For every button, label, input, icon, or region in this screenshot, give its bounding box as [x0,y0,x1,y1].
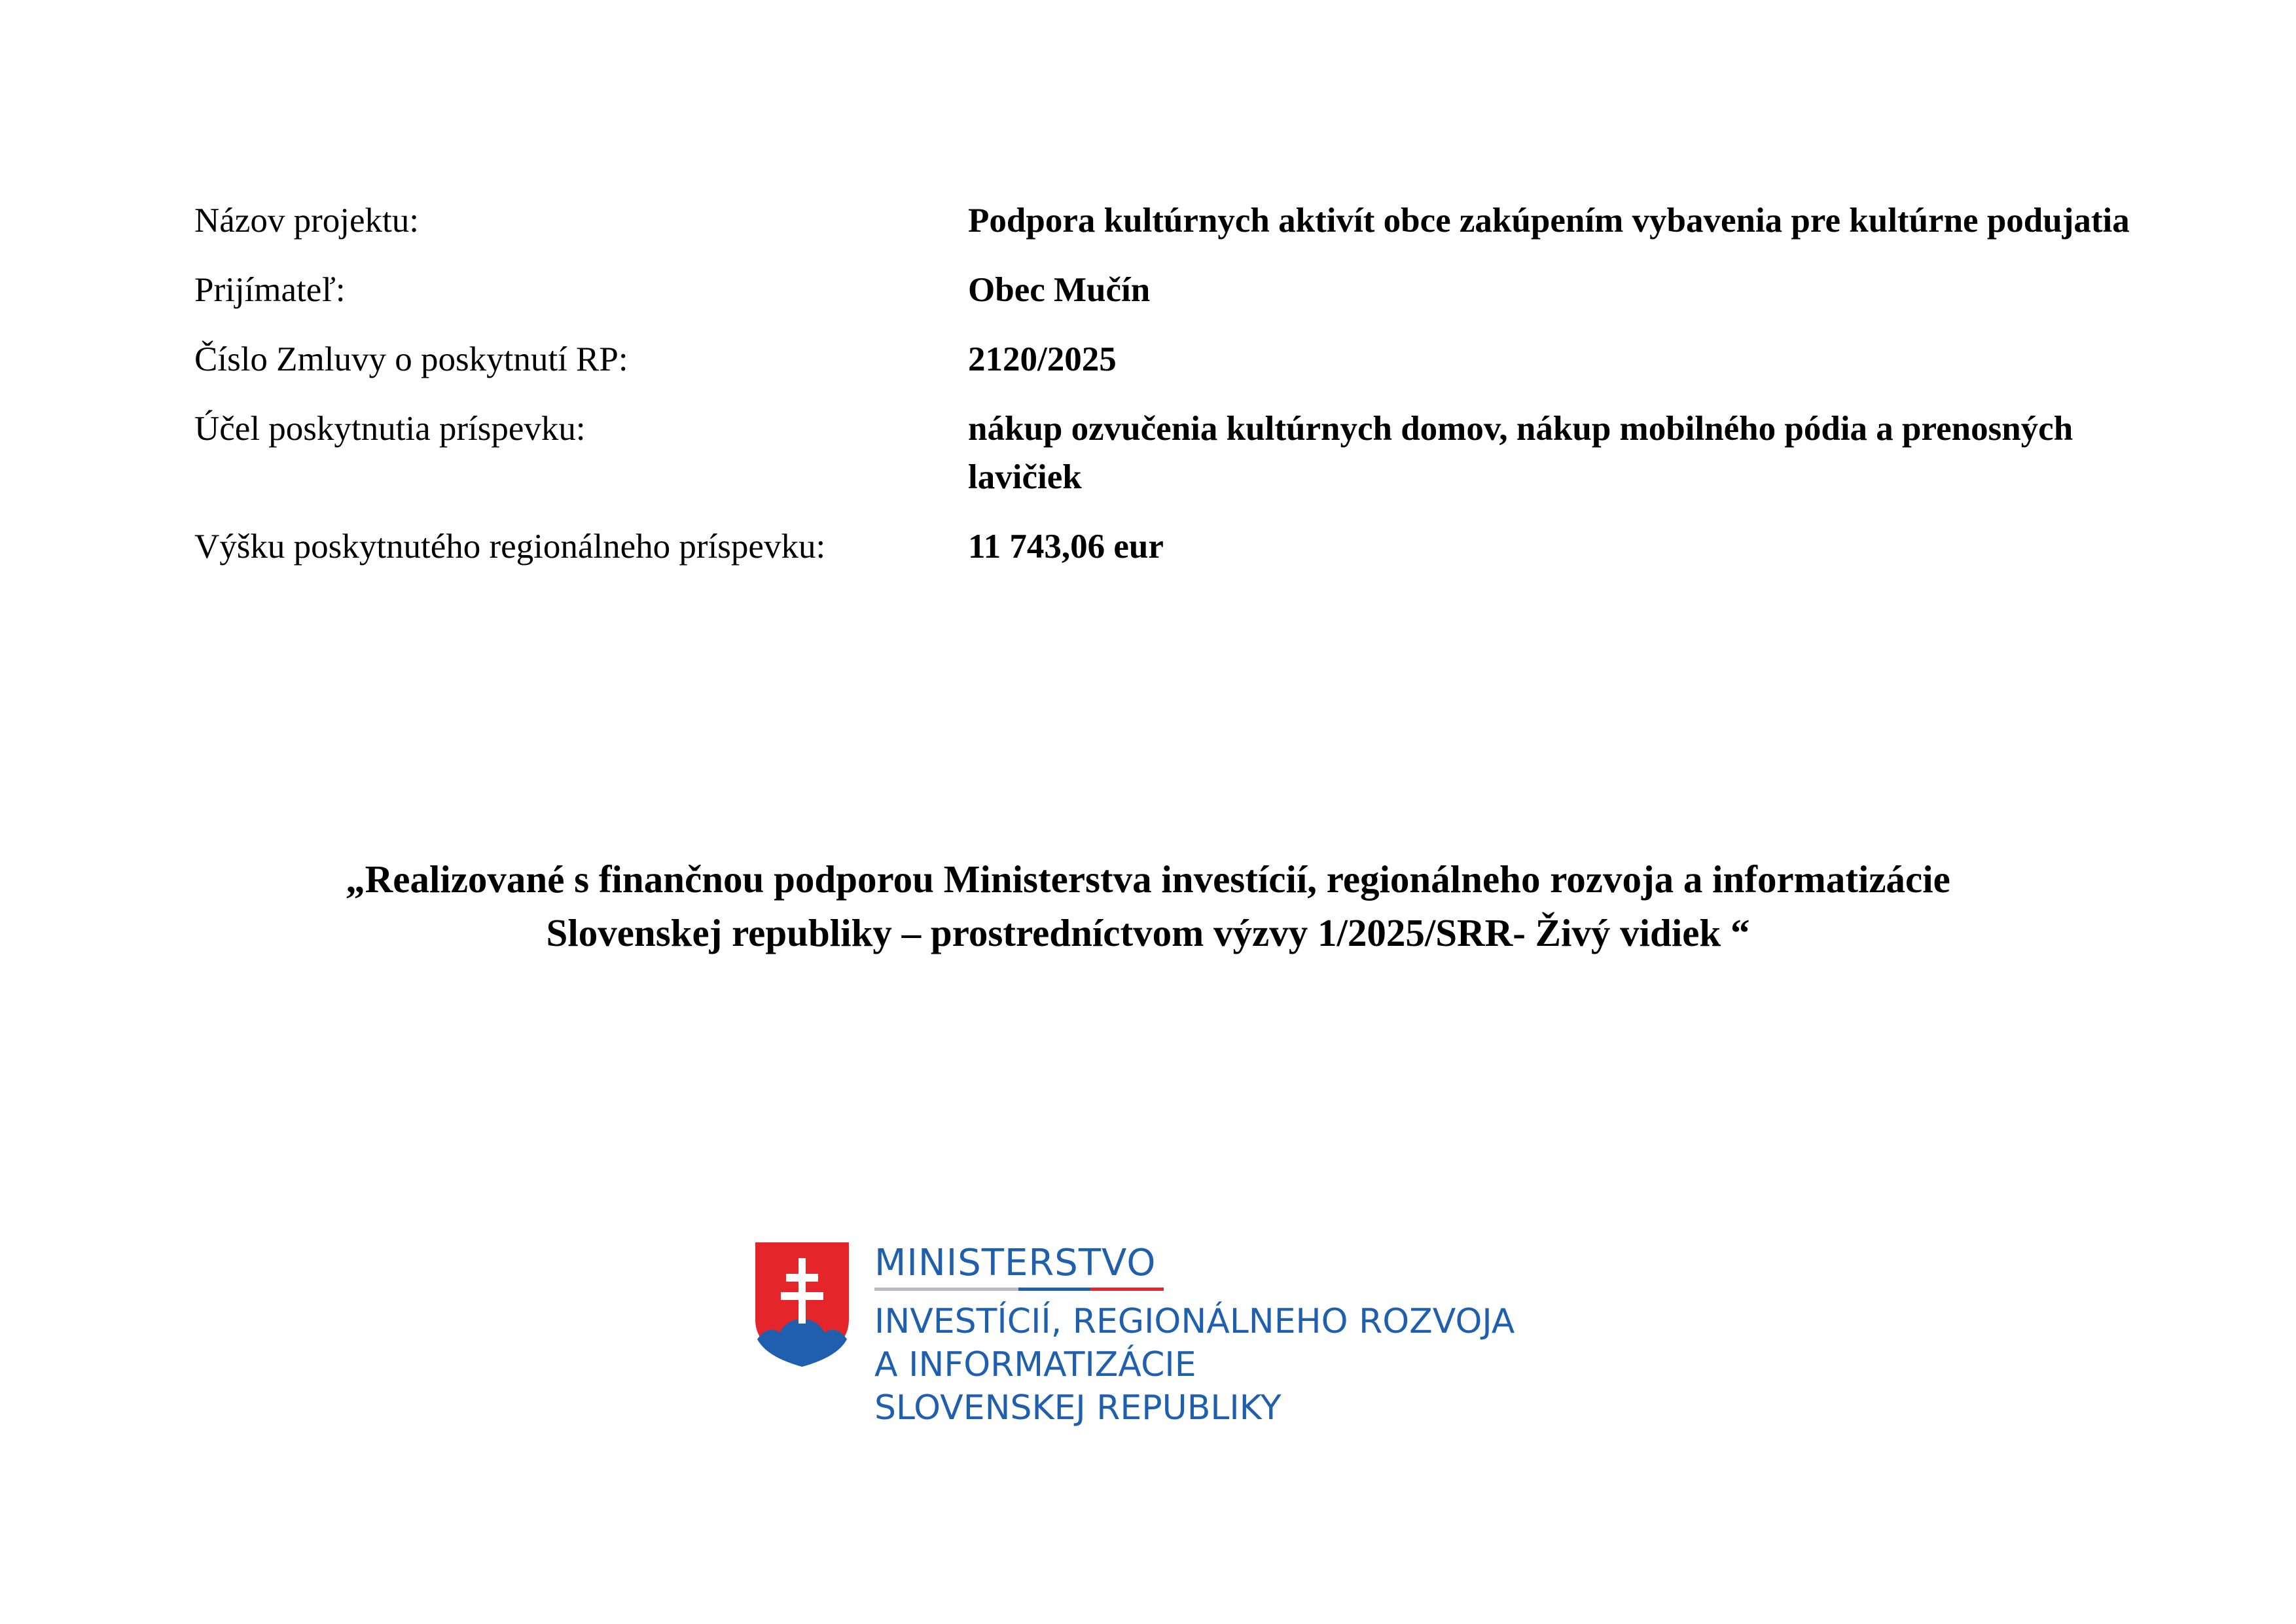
ministry-title: MINISTERSTVO [874,1242,1157,1284]
info-value: Obec Mučín [968,271,1151,309]
info-row-project-name [194,196,2132,245]
slovak-coat-of-arms-icon [755,1242,849,1367]
rule-blue-segment [1018,1288,1090,1291]
info-label: Účel poskytnutia príspevku: [194,410,586,448]
info-value: 2120/2025 [968,340,1117,378]
info-value: nákup ozvučenia kultúrnych domov, nákup mobilného pódia a prenosných lavičiek [968,410,2073,496]
info-label: Číslo Zmluvy o poskytnutí RP: [194,340,628,378]
ministry-logo [755,1242,1567,1439]
ministry-title-rule [874,1288,1164,1291]
info-value: 11 743,06 eur [968,528,1164,566]
info-row-amount [194,522,2132,571]
project-info-table [194,196,2132,592]
ministry-name [874,1242,1515,1430]
ministry-name-line-3: SLOVENSKEJ REPUBLIKY [874,1388,1282,1428]
rule-red-segment [1090,1288,1164,1291]
info-row-purpose [194,405,2132,501]
info-label: Výšku poskytnutého regionálneho príspevku: [194,528,826,566]
funding-statement [164,852,2132,960]
funding-statement-line-2: Slovenskej republiky – prostredníctvom výzvy 1/2025/SRR- Živý vidiek “ [546,911,1750,954]
info-label: Názov projektu: [194,202,419,240]
funding-statement-line-1: „Realizované s finančnou podporou Ministerstva investícií, regionálneho rozvoja a informatizácie [346,857,1950,901]
info-row-contract-number [194,335,2132,384]
info-value: Podpora kultúrnych aktivít obce zakúpením vybavenia pre kultúrne podujatia [968,202,2130,240]
ministry-name-line-2: A INFORMATIZÁCIE [874,1345,1196,1384]
ministry-name-line-1: INVESTÍCIÍ, REGIONÁLNEHO ROZVOJA [874,1302,1515,1341]
info-row-recipient [194,266,2132,314]
rule-grey-segment [874,1288,1018,1291]
info-label: Prijímateľ: [194,271,346,309]
